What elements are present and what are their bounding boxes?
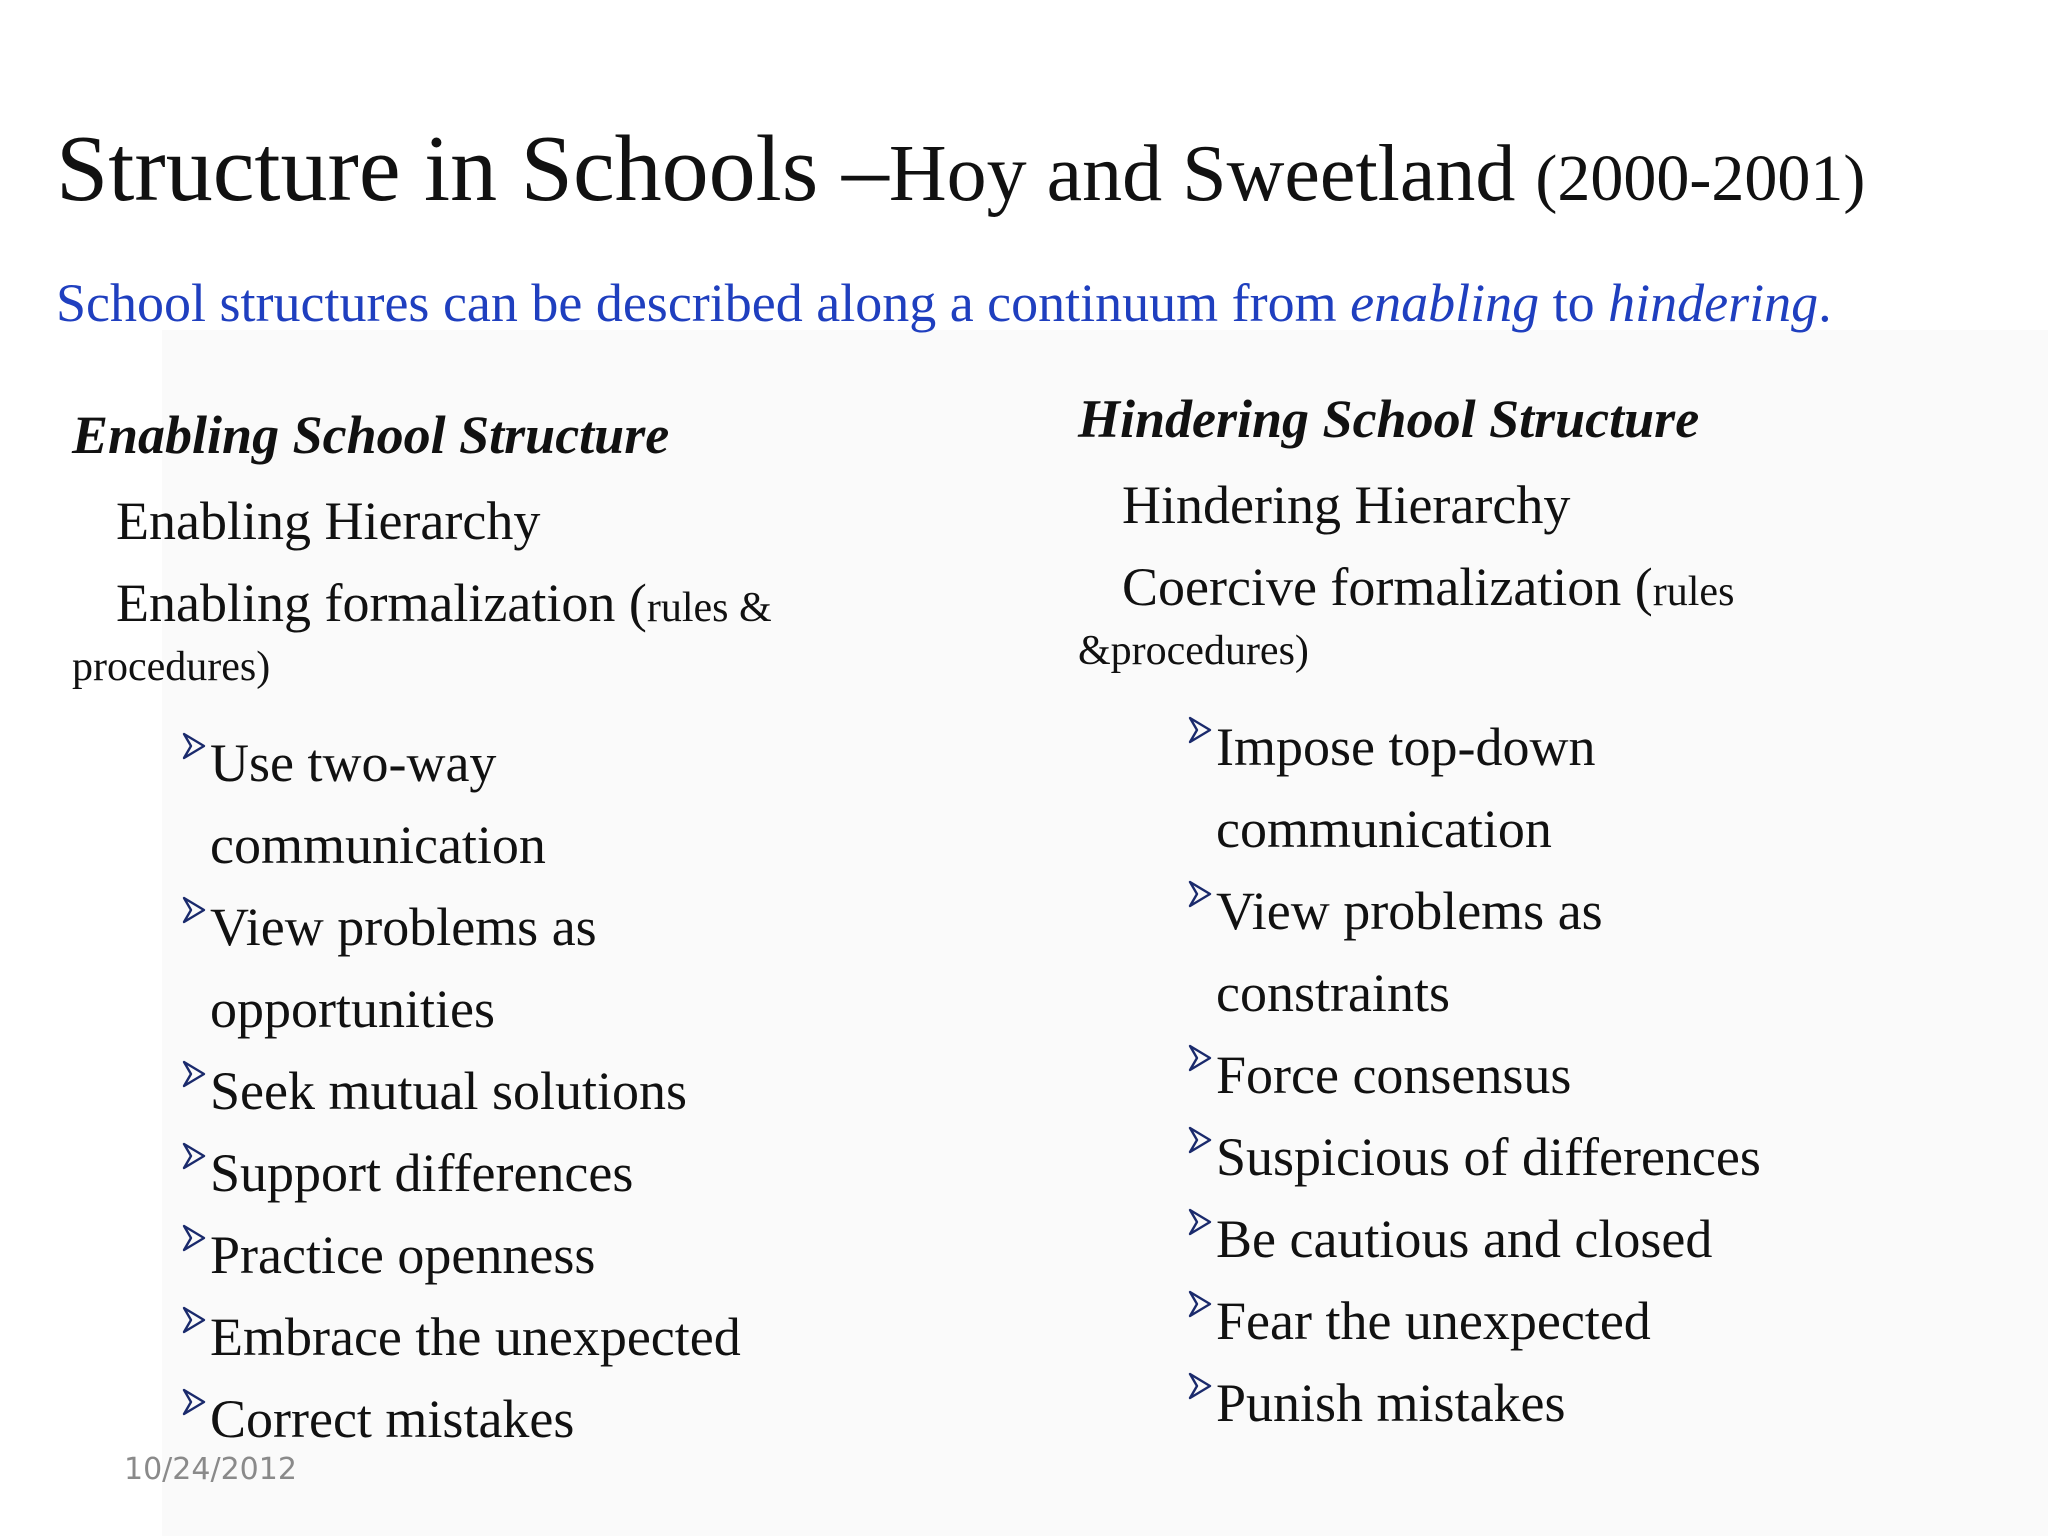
enabling-hierarchy: Enabling Hierarchy <box>116 491 541 551</box>
bullet-item <box>1184 706 2018 870</box>
bullet-text: Correct mistakes <box>210 1389 575 1449</box>
bullet-text: View problems as constraints <box>1216 881 1603 1023</box>
bullet-text: Suspicious of differences <box>1216 1127 1761 1187</box>
hindering-formalization-continued: &procedures) <box>1078 628 1309 674</box>
bullet-item <box>178 1214 972 1296</box>
enabling-heading: Enabling School Structure <box>72 405 670 465</box>
arrow-bullet-icon <box>178 886 210 924</box>
bullet-text: Use two-way communication <box>210 733 546 875</box>
arrow-bullet-icon <box>1184 1280 1216 1318</box>
bullet-item <box>178 1132 972 1214</box>
enabling-formalization-label: Enabling formalization ( <box>116 573 647 633</box>
bullet-item <box>1184 1198 2018 1280</box>
hindering-formalization-note: rules <box>1652 569 1735 615</box>
hindering-formalization-label: Coercive formalization ( <box>1122 557 1653 617</box>
bullet-text: Embrace the unexpected <box>210 1307 741 1367</box>
bullet-text: Be cautious and closed <box>1216 1209 1713 1269</box>
title-main: Structure in Schools – <box>56 117 889 221</box>
bullet-text: Punish mistakes <box>1216 1373 1566 1433</box>
arrow-bullet-icon <box>1184 1116 1216 1154</box>
subtitle-text-2: to <box>1539 273 1609 333</box>
arrow-bullet-icon <box>1184 1362 1216 1400</box>
subtitle-enabling: enabling <box>1350 273 1540 333</box>
bullet-item <box>1184 870 2018 1034</box>
bullet-text: Force consensus <box>1216 1045 1572 1105</box>
enabling-bullet-list <box>178 722 972 1460</box>
enabling-formalization-continued: procedures) <box>72 644 271 690</box>
bullet-item <box>178 1296 972 1378</box>
bullet-item <box>1184 1116 2018 1198</box>
bullet-item <box>1184 1034 2018 1116</box>
arrow-bullet-icon <box>178 1296 210 1334</box>
subtitle-text-1: School structures can be described along a continuum from <box>56 273 1351 333</box>
bullet-text: Fear the unexpected <box>1216 1291 1651 1351</box>
arrow-bullet-icon <box>1184 1198 1216 1236</box>
hindering-column <box>1078 389 2018 1444</box>
arrow-bullet-icon <box>1184 706 1216 744</box>
bullet-item <box>1184 1280 2018 1362</box>
enabling-column <box>72 405 972 1460</box>
bullet-text: Impose top-down communication <box>1216 717 1596 859</box>
arrow-bullet-icon <box>178 1378 210 1416</box>
hindering-formalization <box>1078 557 2018 617</box>
bullet-text: Practice openness <box>210 1225 596 1285</box>
slide-title <box>56 117 1866 221</box>
bullet-item <box>1184 1362 2018 1444</box>
title-years: (2000-2001) <box>1535 142 1866 215</box>
hindering-bullet-list <box>1184 706 2018 1444</box>
arrow-bullet-icon <box>178 722 210 760</box>
bullet-text: View problems as opportunities <box>210 897 597 1039</box>
arrow-bullet-icon <box>178 1214 210 1252</box>
bullet-text: Support differences <box>210 1143 634 1203</box>
enabling-formalization <box>72 573 972 633</box>
hindering-heading: Hindering School Structure <box>1078 389 1700 449</box>
bullet-item <box>178 1050 972 1132</box>
arrow-bullet-icon <box>178 1132 210 1170</box>
arrow-bullet-icon <box>178 1050 210 1088</box>
arrow-bullet-icon <box>1184 1034 1216 1072</box>
hindering-hierarchy: Hindering Hierarchy <box>1122 475 1571 535</box>
subtitle-hindering: hindering <box>1608 273 1819 333</box>
slide-subtitle <box>56 273 1832 333</box>
arrow-bullet-icon <box>1184 870 1216 908</box>
bullet-text: Seek mutual solutions <box>210 1061 687 1121</box>
slide-date: 10/24/2012 <box>124 1452 297 1487</box>
subtitle-end: . <box>1818 273 1832 333</box>
bullet-item <box>178 886 972 1050</box>
enabling-formalization-note: rules & <box>646 585 772 631</box>
bullet-item <box>178 722 972 886</box>
title-authors: Hoy and Sweetland <box>888 130 1536 218</box>
bullet-item <box>178 1378 972 1460</box>
